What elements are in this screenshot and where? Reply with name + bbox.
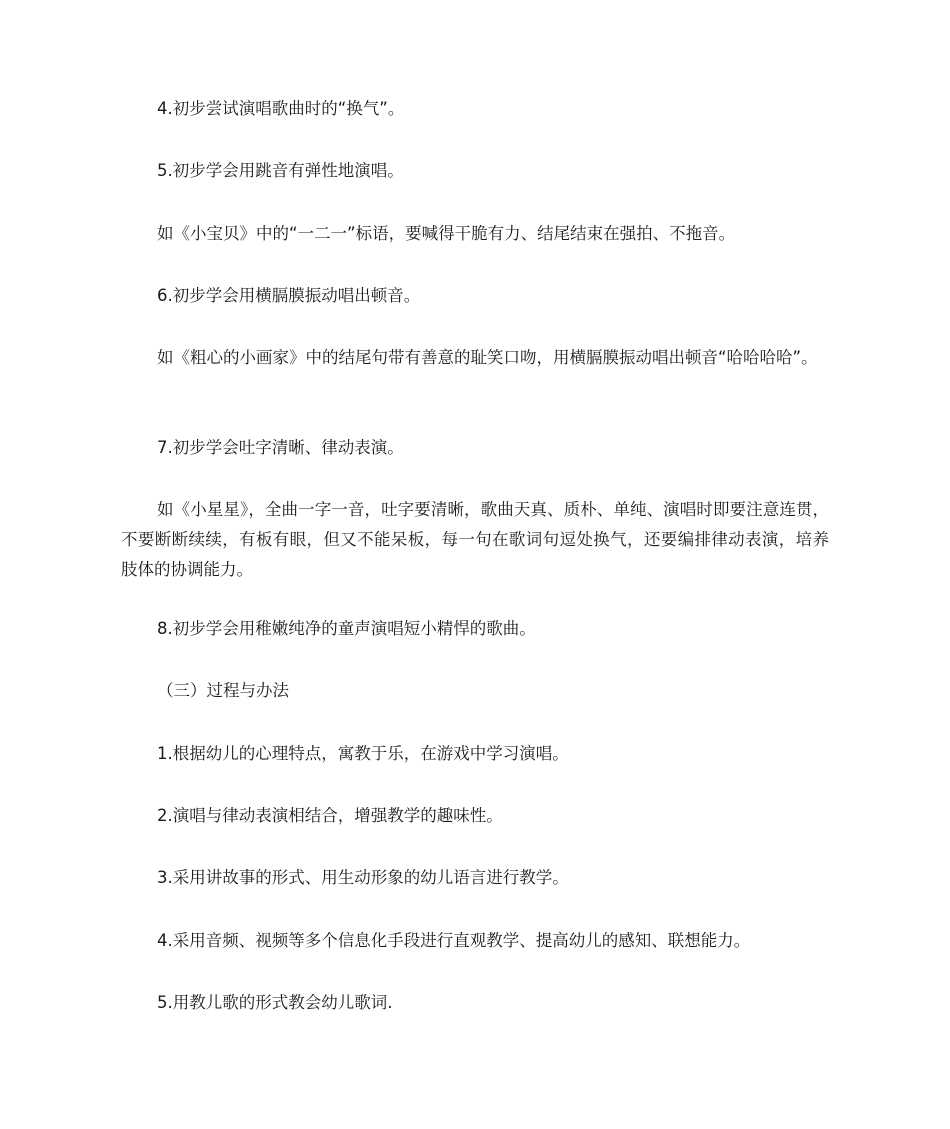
paragraph-method-1: 1.根据幼儿的心理特点，寓教于乐，在游戏中学习演唱。 [157,744,569,763]
paragraph-example-xiaoxingxing: 如《小星星》，全曲一字一音，吐字要清晰，歌曲天真、质朴、单纯、演唱时即要注意连贯，不要断断续续，有板有眼，但又不能呆板，每一句在歌词句逗处换气，还要编排律动表演，培养肢体的协调能力。 [121,500,829,579]
paragraph-method-3: 3.采用讲故事的形式、用生动形象的幼儿语言进行教学。 [157,868,569,887]
paragraph-item-4-breathing: 4.初步尝试演唱歌曲时的“换气”。 [157,99,405,118]
paragraph-item-8-childvoice: 8.初步学会用稚嫩纯净的童声演唱短小精悍的歌曲。 [157,619,536,638]
paragraph-method-2: 2.演唱与律动表演相结合，增强教学的趣味性。 [157,806,503,825]
paragraph-method-4: 4.采用音频、视频等多个信息化手段进行直观教学、提高幼儿的感知、联想能力。 [157,931,751,950]
section-heading-process-method: （三）过程与办法 [157,681,289,700]
paragraph-item-6-diaphragm: 6.初步学会用横膈膜振动唱出顿音。 [157,286,421,305]
paragraph-item-7-diction: 7.初步学会吐字清晰、律动表演。 [157,438,404,457]
paragraph-item-5-staccato: 5.初步学会用跳音有弹性地演唱。 [157,161,404,180]
paragraph-method-5: 5.用教儿歌的形式教会幼儿歌词. [157,993,393,1012]
paragraph-example-painter: 如《粗心的小画家》中的结尾句带有善意的耻笑口吻，用横膈膜振动唱出顿音“哈哈哈哈”。 [157,348,818,367]
paragraph-example-xiaobaobei: 如《小宝贝》中的“一二一”标语，要喊得干脆有力、结尾结束在强拍、不拖音。 [157,224,736,243]
